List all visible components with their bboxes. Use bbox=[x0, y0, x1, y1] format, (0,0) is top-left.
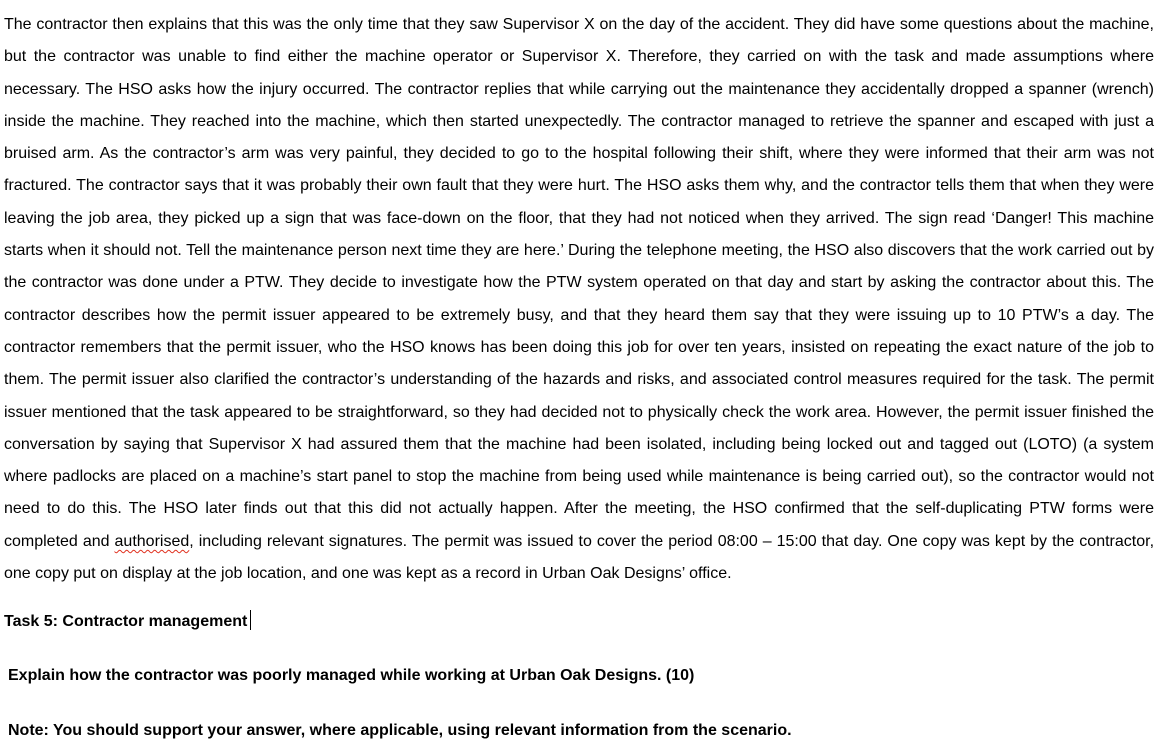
document-body[interactable] bbox=[4, 9, 1154, 590]
paragraph-text-part-2: , including relevant signatures. The permit was issued to cover the period 08:00 – 15:00 that day. One copy was kept by the contractor, one copy put on display at the job location, and one was kept as a record in Urban Oak Designs’ office. bbox=[4, 532, 1155, 583]
task-note[interactable]: Note: You should support your answer, where applicable, using relevant information from the scenario. bbox=[8, 722, 792, 739]
task-question[interactable]: Explain how the contractor was poorly managed while working at Urban Oak Designs. (10) bbox=[8, 667, 695, 684]
text-cursor bbox=[250, 610, 251, 630]
spellcheck-flagged-word[interactable]: authorised bbox=[114, 532, 190, 550]
paragraph-text-part-1: The contractor then explains that this was the only time that they saw Supervisor X on the day of the accident. They did have some questions about the machine, but the contractor was unable to find either the machine operator or Supervisor X. Therefore, they carried on with the task and made assumptions where necessary. The HSO asks how the injury occurred. The contractor replies that while carrying out the maintenance they accidentally dropped a spanner (wrench) inside the machine. They reached into the machine, which then started unexpectedly. The contractor managed to retrieve the spanner and escaped with just a bruised arm. As the contractor’s arm was very painful, they decided to go to the hospital following their shift, where they were informed that their arm was not fractured. The contractor says that it was probably their own fault that they were hurt. The HSO asks them why, and the contractor tells them that when they were leaving the job area, they picked up a sign that was face-down on the floor, that they had not noticed when they arrived. The sign read ‘Danger! This machine starts when it should not. Tell the maintenance person next time they are here.’ During the telephone meeting, the HSO also discovers that the work carried out by the contractor was done under a PTW. They decide to investigate how the PTW system operated on that day and start by asking the contractor about this. The contractor describes how the permit issuer appeared to be extremely busy, and that they heard them say that they were issuing up to 10 PTW’s a day. The contractor remembers that the permit issuer, who the HSO knows has been doing this job for over ten years, insisted on repeating the exact nature of the job to them. The permit issuer also clarified the contractor’s understanding of the hazards and risks, and associated control measures required for the task. The permit issuer mentioned that the task appeared to be straightforward, so they had decided not to physically check the work area. However, the permit issuer finished the conversation by saying that Supervisor X had assured them that the machine had been isolated, including being locked out and tagged out (LOTO) (a system where padlocks are placed on a machine’s start panel to stop the machine from being used while maintenance is being carried out), so the contractor would not need to do this. The HSO later finds out that this did not actually happen. After the meeting, the HSO confirmed that the self-duplicating PTW forms were completed and bbox=[4, 16, 1154, 550]
scenario-paragraph[interactable] bbox=[4, 9, 1154, 590]
task-heading-text: Task 5: Contractor management bbox=[4, 613, 248, 630]
task-heading[interactable] bbox=[4, 610, 251, 633]
